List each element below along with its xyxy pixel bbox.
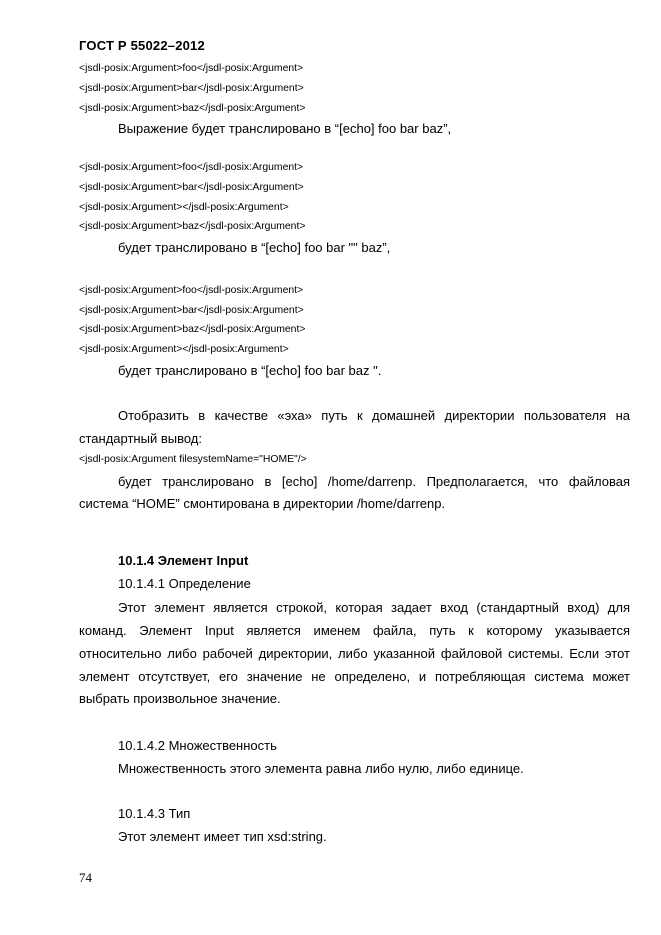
paragraph-line: стандартный вывод: (79, 431, 202, 446)
result-text: будет транслировано в “[echo] foo bar "" baz”, (118, 240, 391, 255)
section-heading: 10.1.4 Элемент Input (118, 553, 249, 568)
paragraph-line: элемент отсутствует, его значение не определено, и потребляющая система может (79, 669, 630, 684)
document-header: ГОСТ Р 55022–2012 (79, 38, 205, 53)
subsection-heading: 10.1.4.3 Тип (118, 806, 191, 821)
paragraph-line: Этот элемент имеет тип xsd:string. (118, 829, 327, 844)
code-line: <jsdl-posix:Argument>foo</jsdl-posix:Argument> (79, 285, 304, 296)
paragraph-line: Отобразить в качестве «эха» путь к домашней директории пользователя на (118, 408, 630, 423)
code-line: <jsdl-posix:Argument>foo</jsdl-posix:Argument> (79, 63, 304, 74)
paragraph-line: выбрать произвольное значение. (79, 691, 281, 706)
paragraph-line: Этот элемент является строкой, которая задает вход (стандартный вход) для (118, 600, 630, 615)
result-text: Выражение будет транслировано в “[echo] foo bar baz”, (118, 121, 452, 136)
code-line: <jsdl-posix:Argument filesystemName="HOME"/> (79, 454, 307, 465)
subsection-heading: 10.1.4.1 Определение (118, 576, 251, 591)
code-line: <jsdl-posix:Argument></jsdl-posix:Argument> (79, 344, 289, 355)
code-line: <jsdl-posix:Argument>foo</jsdl-posix:Argument> (79, 162, 304, 173)
paragraph-line: команд. Элемент Input является именем файла, путь к которому указывается (79, 623, 630, 638)
subsection-heading: 10.1.4.2 Множественность (118, 738, 277, 753)
code-line: <jsdl-posix:Argument>baz</jsdl-posix:Argument> (79, 324, 306, 335)
code-line: <jsdl-posix:Argument>bar</jsdl-posix:Argument> (79, 83, 304, 94)
paragraph-line: будет транслировано в [echo] /home/darrenp. Предполагается, что файловая (118, 474, 630, 489)
code-line: <jsdl-posix:Argument>bar</jsdl-posix:Argument> (79, 182, 304, 193)
paragraph-line: относительно либо рабочей директории, либо указанной файловой системы. Если этот (79, 646, 630, 661)
code-line: <jsdl-posix:Argument></jsdl-posix:Argument> (79, 202, 289, 213)
page-number: 74 (79, 870, 92, 885)
code-line: <jsdl-posix:Argument>bar</jsdl-posix:Argument> (79, 305, 304, 316)
result-text: будет транслировано в “[echo] foo bar baz ". (118, 363, 382, 378)
paragraph-line: система “HOME” смонтирована в директории /home/darrenp. (79, 496, 446, 511)
paragraph-line: Множественность этого элемента равна либо нулю, либо единице. (118, 761, 524, 776)
code-line: <jsdl-posix:Argument>baz</jsdl-posix:Argument> (79, 221, 306, 232)
code-line: <jsdl-posix:Argument>baz</jsdl-posix:Argument> (79, 103, 306, 114)
